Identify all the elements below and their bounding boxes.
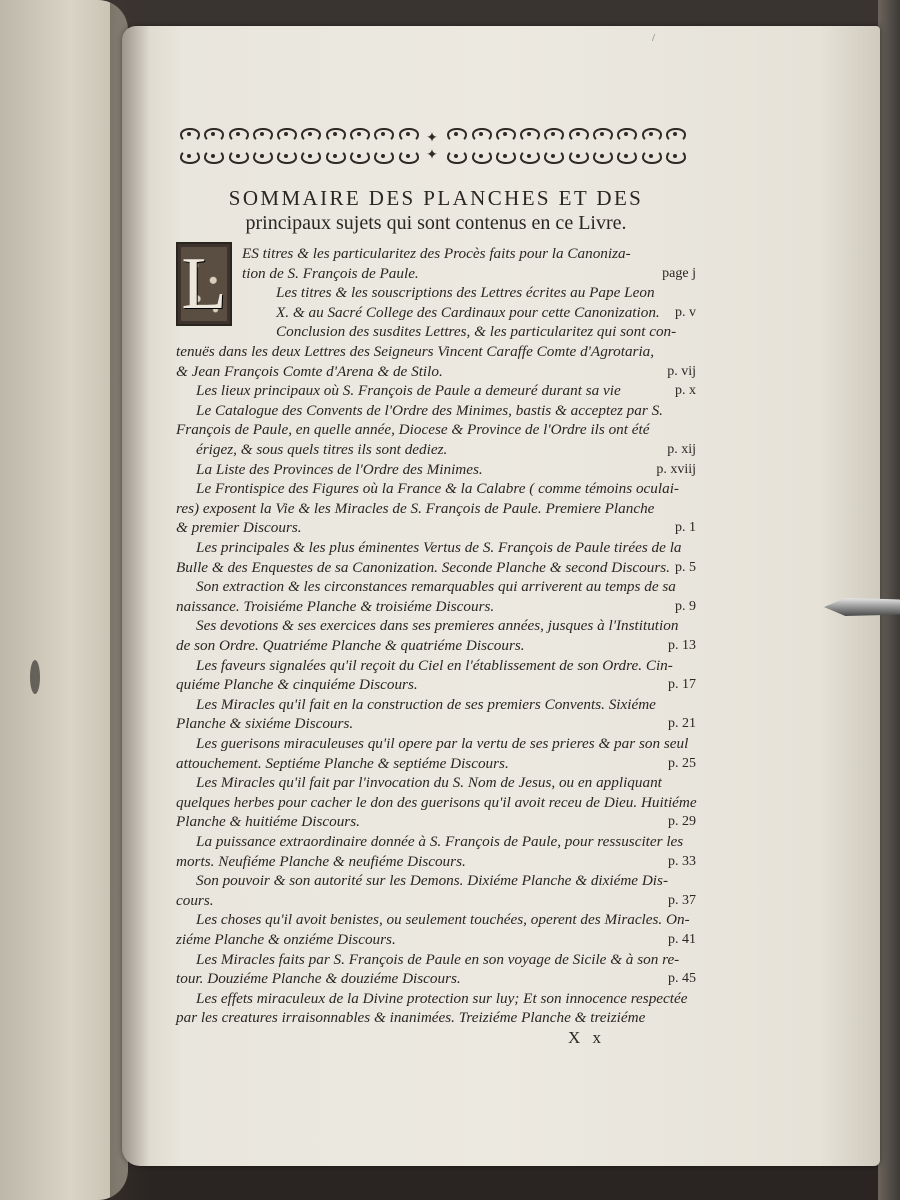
toc-line (176, 597, 696, 617)
toc-page-ref: p. v (675, 304, 696, 320)
toc-line-text: érigez, & sous quels titres ils sont dediez. (196, 441, 448, 458)
toc-line-text: ES titres & les particularitez des Procès faits pour la Canoniza- (242, 245, 631, 262)
toc-line-text: Les guerisons miraculeuses qu'il opere par la vertu de ses prieres & par son seul (196, 735, 689, 752)
toc-line-text: tour. Douziéme Planche & douziéme Discours. (176, 970, 461, 988)
toc-line-text: Les Miracles faits par S. François de Paule en son voyage de Sicile & à son re- (196, 950, 680, 968)
toc-line-text: & premier Discours. (176, 519, 302, 537)
toc-line-text: ziéme Planche & onziéme Discours. (176, 931, 396, 948)
page-stain (30, 660, 40, 694)
toc-line (242, 244, 696, 264)
metal-bookmark (824, 598, 900, 616)
toc-page-ref: p. vij (667, 363, 696, 379)
toc-page-ref: p. 17 (668, 677, 696, 693)
toc-line-text: quelques herbes pour cacher le don des guerisons qu'il avoit receu de Dieu. Huitiéme (176, 793, 697, 811)
toc-line (176, 499, 696, 519)
toc-line (196, 577, 696, 597)
toc-line (176, 812, 696, 832)
toc-line (176, 675, 696, 695)
toc-line-text: cours. (176, 891, 214, 909)
toc-line-text: Les effets miraculeux de la Divine protection sur luy; Et son innocence respectée (196, 989, 688, 1007)
toc-line-text: par les creatures irraisonnables & inanimées. Treiziéme Planche & treiziéme (176, 1009, 646, 1027)
toc-page-ref: page j (662, 265, 696, 281)
toc-line-text: Le Catalogue des Convents de l'Ordre des Minimes, bastis & acceptez par S. (196, 401, 663, 419)
toc-line-text: Son pouvoir & son autorité sur les Demons. Dixiéme Planche & dixiéme Dis- (196, 872, 668, 890)
toc-line-text: La puissance extraordinaire donnée à S. François de Paule, pour ressusciter les (196, 833, 684, 850)
toc-line-text: attouchement. Septiéme Planche & septiéme Discours. (176, 754, 509, 772)
toc-page-ref: p. x (675, 383, 696, 399)
toc-line-text: quiéme Planche & cinquiéme Discours. (176, 676, 418, 694)
toc-line (196, 773, 696, 793)
toc-line-text: Conclusion des susdites Lettres, & les particularitez qui sont con- (276, 323, 677, 341)
toc-page-ref: p. 29 (668, 814, 696, 830)
toc-line (176, 714, 696, 734)
toc-line (176, 930, 696, 950)
drop-cap (176, 242, 232, 326)
toc-line-text: naissance. Troisiéme Planche & troisiéme Discours. (176, 597, 495, 615)
toc-line (196, 871, 696, 891)
drop-cap-letter: L (181, 243, 227, 325)
toc-page-ref: p. 45 (668, 971, 696, 987)
toc-line-text: morts. Neufiéme Planche & neufiéme Discours. (176, 852, 466, 870)
toc-line-text: François de Paule, en quelle année, Diocese & Province de l'Ordre ils ont été (176, 421, 650, 439)
toc-line (196, 479, 696, 499)
toc-page-ref: p. xviij (656, 461, 696, 477)
toc-line-text: tenuës dans les deux Lettres des Seigneurs Vincent Caraffe Comte d'Agrotaria, (176, 343, 655, 360)
toc-page-ref: p. 13 (668, 638, 696, 653)
toc-line (196, 538, 696, 558)
toc-line (176, 420, 696, 440)
toc-line-text: Son extraction & les circonstances remarquables qui arriverent au temps de sa (196, 578, 676, 596)
toc-line-text: Planche & sixiéme Discours. (176, 715, 354, 733)
toc-line (196, 656, 696, 676)
toc-line (276, 283, 696, 303)
toc-line (196, 734, 696, 754)
toc-line (176, 342, 696, 362)
toc-line (196, 989, 696, 1009)
toc-line-text: & Jean François Comte d'Arena & de Stilo. (176, 362, 443, 380)
toc-line (196, 440, 696, 460)
page-subtitle: principaux sujets qui sont contenus en ce Livre. (245, 212, 627, 234)
toc-line (176, 1008, 696, 1028)
toc-line (176, 754, 696, 774)
toc-page-ref: p. xij (667, 442, 696, 457)
toc-line (196, 910, 696, 930)
toc-line-text: La Liste des Provinces de l'Ordre des Minimes. (196, 460, 483, 478)
toc-line (196, 616, 696, 636)
toc-page-ref: p. 41 (668, 932, 696, 947)
toc-line (176, 891, 696, 911)
toc-line-text: Les Miracles qu'il fait en la construction de ses premiers Convents. Sixiéme (196, 695, 656, 713)
toc-line (176, 362, 696, 382)
toc-line (276, 303, 696, 323)
toc-line-text: Les choses qu'il avoit benistes, ou seulement touchées, operent des Miracles. On- (196, 911, 690, 929)
toc-line-text: X. & au Sacré College des Cardinaux pour cette Canonization. (276, 303, 660, 321)
toc-line (176, 969, 696, 989)
toc-line-text: Planche & huitiéme Discours. (176, 813, 360, 831)
toc-line (196, 381, 696, 401)
toc-line (176, 852, 696, 872)
toc-line-text: de son Ordre. Quatriéme Planche & quatriéme Discours. (176, 637, 525, 654)
toc-line (176, 558, 696, 578)
toc-line (196, 460, 696, 480)
toc-line (176, 636, 696, 656)
toc-page-ref: p. 21 (668, 716, 696, 732)
toc-line-text: Ses devotions & ses exercices dans ses premieres années, jusques à l'Institution (196, 617, 679, 635)
toc-line-text: Le Frontispice des Figures où la France & la Calabre ( comme témoins oculai- (196, 480, 679, 498)
corner-mark: / (652, 32, 656, 44)
toc-page-ref: p. 33 (668, 853, 696, 869)
toc-line-text: Les Miracles qu'il fait par l'invocation du S. Nom de Jesus, ou en appliquant (196, 774, 662, 792)
toc-line-text: Les faveurs signalées qu'il reçoit du Ciel en l'établissement de son Ordre. Cin- (196, 656, 673, 674)
toc-page-ref: p. 25 (668, 755, 696, 771)
toc-line (176, 518, 696, 538)
book-page (122, 26, 880, 1166)
toc-line-text: Bulle & des Enquestes de sa Canonization. Seconde Planche & second Discours. (176, 558, 670, 576)
toc-line (196, 950, 696, 970)
toc-line (276, 322, 696, 342)
toc-line (242, 264, 696, 284)
catchword: X x (568, 1028, 606, 1047)
bookmark-blade (824, 598, 900, 616)
ornament-center-icon: ✦ ✦ (426, 131, 438, 163)
toc-line (176, 793, 696, 813)
toc-line-text: Les titres & les souscriptions des Lettres écrites au Pape Leon (276, 284, 655, 302)
toc-line-text: res) exposent la Vie & les Miracles de S. François de Paule. Premiere Planche (176, 499, 655, 517)
toc-line (196, 401, 696, 421)
toc-page-ref: p. 1 (675, 520, 696, 536)
page-title: SOMMAIRE DES PLANCHES ET DES (228, 186, 644, 210)
toc-line (196, 832, 696, 852)
toc-line (196, 695, 696, 715)
toc-line-text: Les principales & les plus éminentes Vertus de S. François de Paule tirées de la (196, 539, 682, 556)
toc-page-ref: p. 5 (675, 559, 696, 575)
left-page-edge (0, 0, 128, 1200)
toc-line-text: Les lieux principaux où S. François de Paule a demeuré durant sa vie (196, 382, 621, 400)
toc-line-text: tion de S. François de Paule. (242, 264, 419, 282)
ornament-headpiece (178, 126, 686, 168)
toc-page-ref: p. 9 (675, 598, 696, 614)
toc-page-ref: p. 37 (668, 892, 696, 908)
